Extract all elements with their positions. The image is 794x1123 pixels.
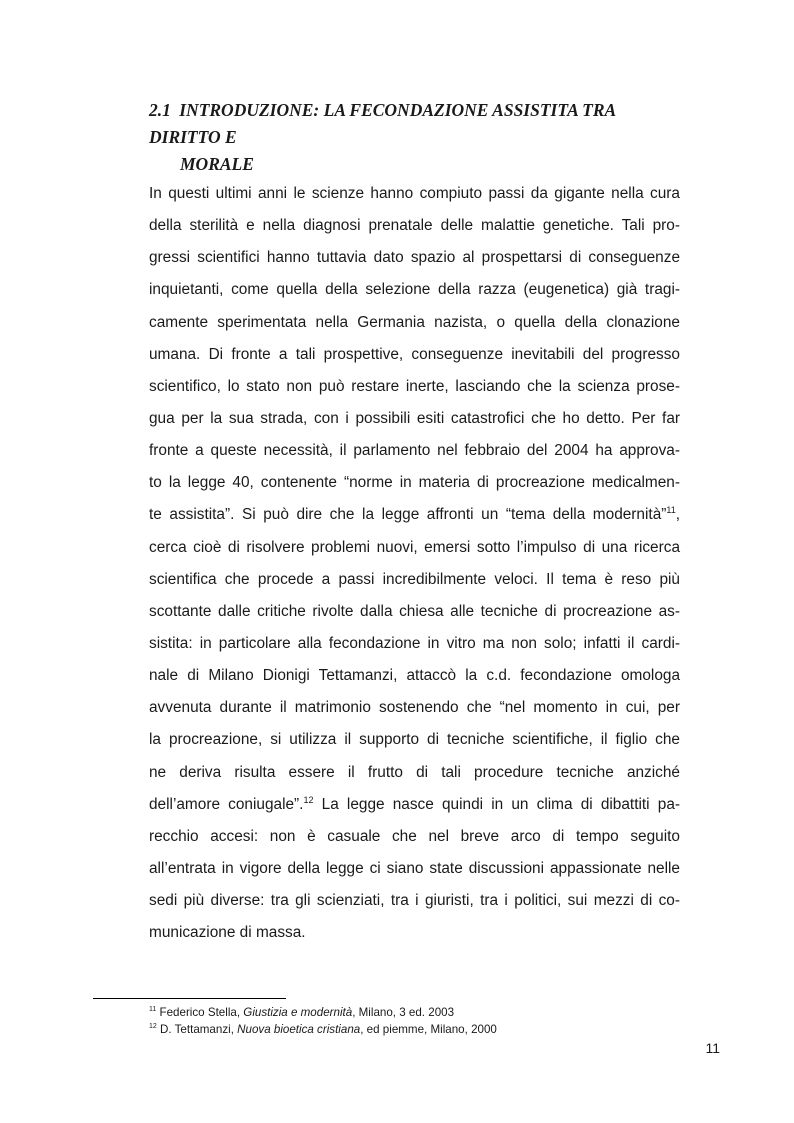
body-line: all’entrata in vigore della legge ci siano state discussioni appassionate nelle [149,859,680,877]
body-paragraph [149,178,680,949]
section-title-line-2: MORALE [180,154,254,174]
body-line: della sterilità e nella diagnosi prenatale delle malattie genetiche. Tali pro- [149,217,680,235]
footnote-number: 12 [149,1023,157,1030]
body-line: scientifico, lo stato non può restare inerte, lasciando che la scienza prose- [149,377,680,395]
body-text: La legge nasce quindi in un clima di dibattiti pa- [313,795,681,813]
footnote-title: Nuova bioetica cristiana [237,1023,361,1036]
body-line: ne deriva risulta essere il frutto di tali procedure tecniche anziché [149,763,680,781]
body-line: In questi ultimi anni le scienze hanno compiuto passi da gigante nella cura [149,185,680,202]
body-line: umana. Di fronte a tali prospettive, conseguenze inevitabili del progresso [149,345,680,363]
body-line [149,789,680,821]
body-line: municazione di massa. [149,924,306,942]
body-line: cerca cioè di risolvere problemi nuovi, emersi sotto l’impulso di una ricerca [149,538,680,556]
body-line: scottante dalle critiche rivolte dalla chiesa alle tecniche di procreazione as- [149,602,680,620]
body-text: te assistita”. Si può dire che la legge affronti un “tema della modernità” [149,506,667,524]
body-line: fronte a queste necessità, il parlamento nel febbraio del 2004 ha approva- [149,442,680,460]
body-line [149,499,680,531]
body-line: gressi scientifici hanno tuttavia dato spazio al prospettarsi di conseguenze [149,249,680,267]
footnote-author: Federico Stella, [159,1006,244,1019]
body-line: la procreazione, si utilizza il supporto di tecniche scientifiche, il figlio che [149,731,680,749]
footnotes [149,1004,709,1038]
page-number: 11 [705,1040,720,1056]
section-title-line-1: INTRODUZIONE: LA FECONDAZIONE ASSISTITA TRA DIRITTO E [149,100,616,147]
body-line: gua per la sua strada, con i possibili esiti catastrofici che ho detto. Per far [149,409,680,427]
footnote-ref-11[interactable]: 11 [666,505,676,516]
body-line: recchio accesi: non è casuale che nel breve arco di tempo seguito [149,827,680,845]
body-line: inquietanti, come quella della selezione della razza (eugenetica) già tragi- [149,281,680,299]
body-line: scientifica che procede a passi incredibilmente veloci. Il tema è reso più [149,570,680,588]
section-number: 2.1 [149,100,171,120]
footnote-ref-12[interactable]: 12 [303,794,314,805]
body-line: sedi più diverse: tra gli scienziati, tra i giuristi, tra i politici, sui mezzi di co- [149,892,680,910]
body-line: camente sperimentata nella Germania nazista, o quella della clonazione [149,313,680,331]
footnote-details: , ed piemme, Milano, 2000 [360,1023,497,1036]
footnote-11 [149,1004,709,1021]
body-text: dell’amore coniugale”. [149,795,304,813]
footnote-author: D. Tettamanzi, [160,1023,238,1036]
body-line: nale di Milano Dionigi Tettamanzi, attaccò la c.d. fecondazione omologa [149,667,680,685]
body-line: sistita: in particolare alla fecondazione in vitro ma non solo; infatti il cardi- [149,634,680,652]
body-line: to la legge 40, contenente “norme in materia di procreazione medicalmen- [149,474,680,492]
footnote-title: Giustizia e modernità [243,1006,353,1019]
section-heading [149,97,689,178]
footnote-details: , Milano, 3 ed. 2003 [352,1006,455,1019]
footnote-separator [93,998,286,999]
body-line: avvenuta durante il matrimonio sostenendo che “nel momento in cui, per [149,699,680,717]
footnote-12 [149,1021,709,1038]
footnote-number: 11 [149,1006,157,1013]
body-text: , [675,506,680,524]
